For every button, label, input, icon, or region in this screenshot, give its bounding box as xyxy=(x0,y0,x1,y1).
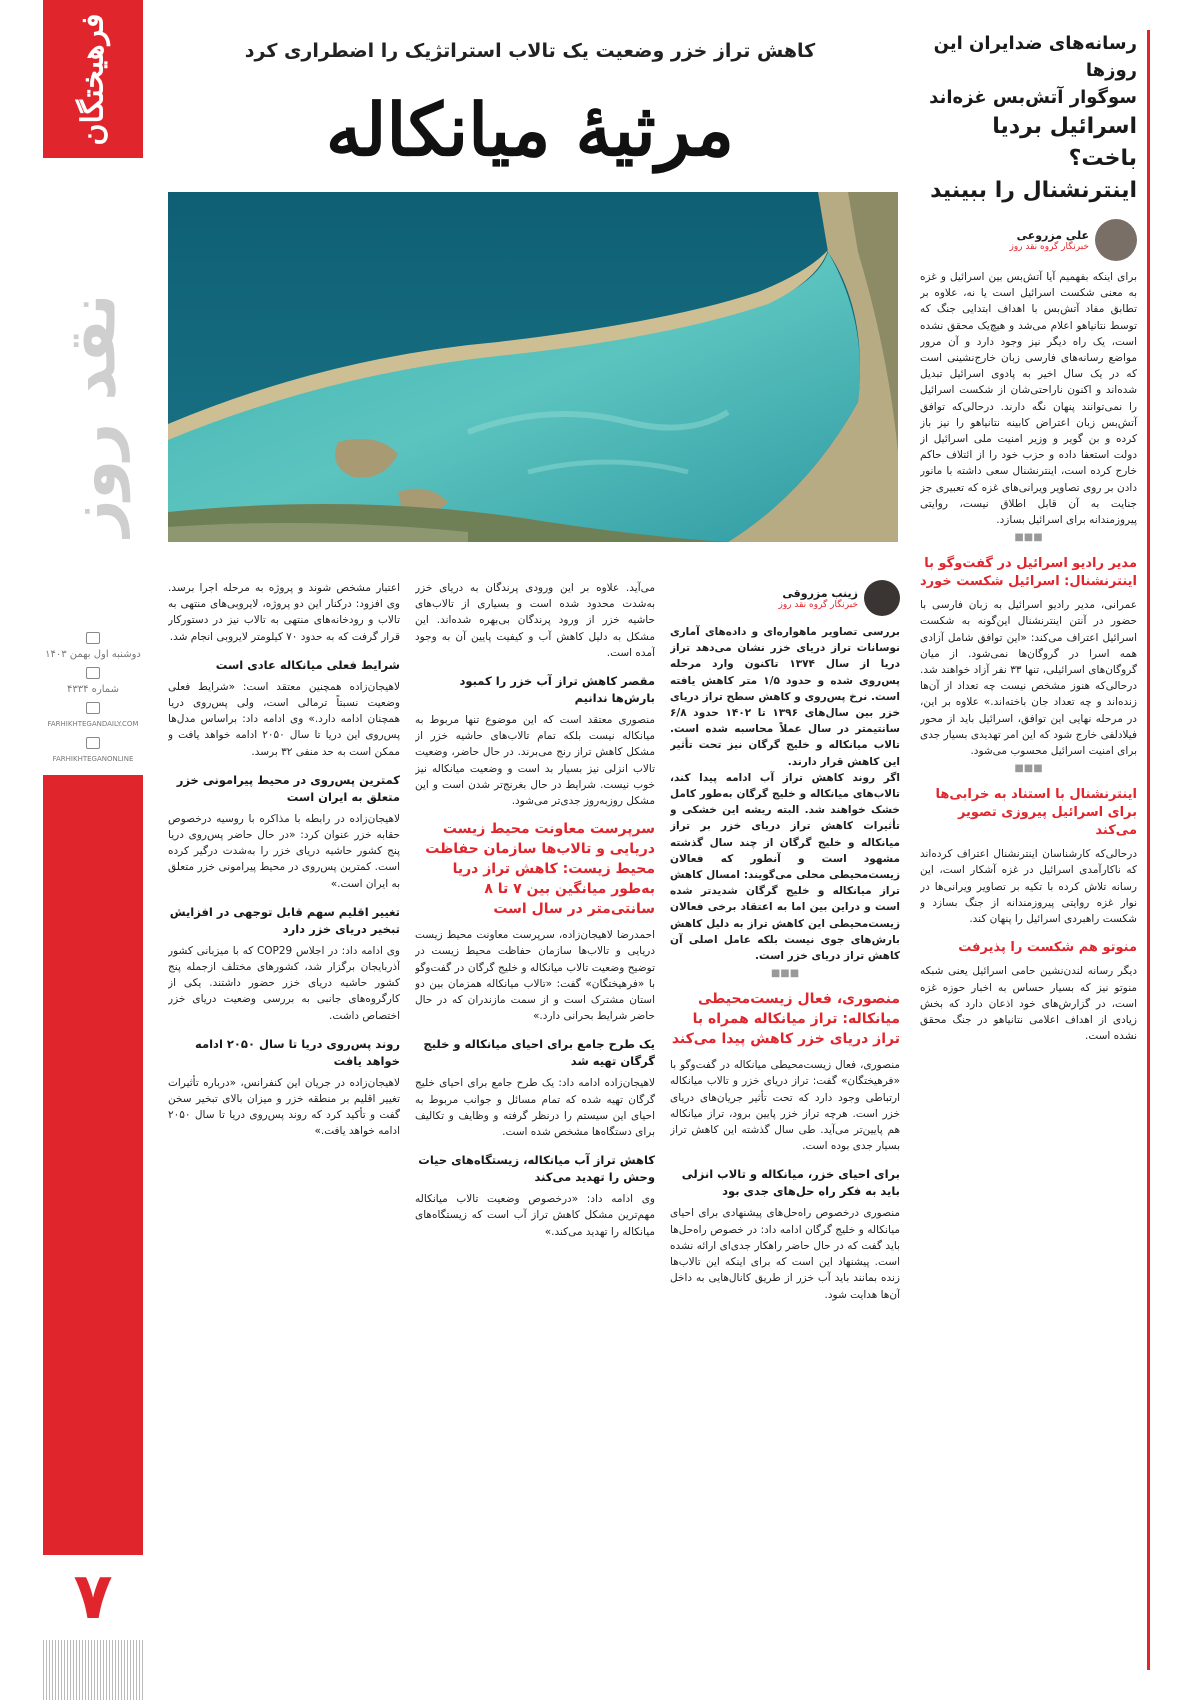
article-body-c1: لاهیجان‌زاده همچنین معتقد است: «شرایط فعلی وضعیت نسبتاً ترمالی است، ولی پس‌روی دریا همچنان ادامه دارد.» وی ادامه داد: براساس مدل‌ها پس‌روی این دریا تا سال ۲۰۵۰ ادامه خواهد یافت و ممکن است به حد منفی ۳۲ برسد. xyxy=(168,680,400,758)
article-body-a1: اگر روند کاهش تراز آب ادامه پیدا کند، تالاب‌های میانکاله و خلیج گرگان به‌طور کامل خشک خواهند شد. البته ریشه این خشکی و تأثیرات کاهش تراز دریای خزر بر تراز میانکاله و خلیج گرگان از چند سال گذشته مشهود است و آنطور که فعالان زیست‌محیطی محلی می‌گویند: امسال کاهش تراز میانکاله و خلیج گرگان شدیدتر شده است و دراین بین اما به اعتقاد برخی فعالان زیست‌محیطی این کاهش تراز به دلیل کاهش بارش‌های جوی نیست بلکه عامل اصلی آن کاهش تراز دریای خزر است. xyxy=(670,771,900,963)
decorative-pattern xyxy=(43,1640,143,1700)
main-article-col-3 xyxy=(168,580,400,1680)
globe-icon xyxy=(86,702,100,714)
avatar xyxy=(864,580,900,616)
separator: ■■■ xyxy=(770,968,800,980)
main-article-col-2 xyxy=(415,580,655,1680)
side-author-role: خبرنگار گروه نقد روز xyxy=(1009,241,1089,252)
avatar xyxy=(1095,219,1137,261)
article-body-a2: منصوری، فعال زیست‌محیطی میانکاله در گفت‌وگو با «فرهیختگان» گفت: تراز دریای خزر و تالاب میانکاله ارتباطی وجود دارد که تحت تأثیر جریان‌های دریای خزر است. هرچه تراز خزر پایین برود، تراز میانکاله هم پایین‌تر می‌آید. طی سال گذشته این کاهش تراز بسیار جدی بوده است. xyxy=(670,1059,900,1153)
decorative-red-block xyxy=(43,775,143,1555)
article-body-c3: وی ادامه داد: در اجلاس COP29 که با میزبانی کشور آذربایجان برگزار شد، کشورهای مختلف ازجمله پنج کشور حاشیه دریای خزر حضور داشتند. یکی از کارگروه‌های جانبی به بررسی وضعیت دریای خزر اختصاص داشت. xyxy=(168,944,400,1022)
logo-text: فرهیختگان xyxy=(75,13,111,145)
social-handle[interactable]: FARHIKHTEGANONLINE xyxy=(52,755,134,763)
calendar-icon xyxy=(86,632,100,644)
issue-icon xyxy=(86,667,100,679)
social-icon xyxy=(86,737,100,749)
article-red-subhead-b: سرپرست معاونت محیط زیست دریایی و تالاب‌ها سازمان حفاظت محیط زیست: کاهش تراز دریا به‌طور میانگین بین ۷ تا ۸ سانتی‌متر در سال است xyxy=(425,821,655,918)
article-subhead-c4: روند پس‌روی دریا تا سال ۲۰۵۰ ادامه خواهد یافت xyxy=(195,1036,400,1068)
side-subhead-1: مدیر رادیو اسرائیل در گفت‌وگو با اینترنشنال: اسرائیل شکست خورد xyxy=(920,556,1137,590)
side-headline-line2: سوگوار آتش‌بس غزه‌اند xyxy=(929,87,1137,108)
satellite-image-icon xyxy=(168,192,898,542)
main-author-role: خبرنگار گروه نقد روز xyxy=(778,599,858,610)
side-subhead-2: اینترنشنال با استناد به خرابی‌ها برای اسرائیل پیروزی تصویر می‌کند xyxy=(935,787,1137,839)
article-body-b4: لاهیجان‌زاده ادامه داد: یک طرح جامع برای احیای خلیج گرگان تهیه شده که تمام مسائل و جوانب مربوط به احیای این سیستم را درنظر گرفته و وظایف و تکالیف برای دستگاه‌ها مشخص شده است. xyxy=(415,1077,655,1139)
article-subhead-a2: برای احیای خزر، میانکاله و تالاب انزلی باید به فکر راه حل‌های جدی بود xyxy=(681,1167,900,1199)
separator: ■■■ xyxy=(1014,532,1043,544)
article-body-b2: منصوری معتقد است که این موضوع تنها مربوط به میانکاله نیست بلکه تمام تالاب‌های حاشیه خزر از مشکل کاهش تراز رنج می‌برند. در حال حاضر، وضعیت تالاب انزلی نیز بسیار بد است و وضعیت میانکاله نیز خوب نیست. شرایط در حال بغرنج‌تر شدن است و این مشکل روزبه‌روز جدی‌تر می‌شود. xyxy=(415,714,655,808)
website-link[interactable]: FARHIKHTEGANDAILY.COM xyxy=(47,720,139,728)
issue-date: دوشنبه اول بهمن ۱۴۰۳ xyxy=(45,649,141,660)
satellite-photo xyxy=(168,192,898,542)
side-body-4: دیگر رسانه لندن‌نشین حامی اسرائیل یعنی شبکه منوتو نیز که بسیار حساس به اخبار حوزه غزه است، در گزارش‌های خود اذعان دارد که بخش زیادی از اهداف اعلامی نتانیاهو در جنگ محقق نشده است. xyxy=(920,965,1137,1043)
section-title xyxy=(43,240,143,590)
article-body-b5: وی ادامه داد: «درخصوص وضعیت تالاب میانکاله مهم‌ترین مشکل کاهش تراز آب است که زیستگاه‌های میانکاله را تهدید می‌کند.» xyxy=(415,1193,655,1238)
main-article-col-1 xyxy=(670,580,900,1680)
article-body-c2: لاهیجان‌زاده در رابطه با مذاکره با روسیه درخصوص حقابه خزر عنوان کرد: «در حال حاضر پس‌روی دریا پنج کشور حاشیه دریای خزر را به‌شدت درگیر کرده است. کمترین پس‌روی در محیط پیرامونی خزر متعلق به ایران است.» xyxy=(168,812,400,890)
newspaper-logo[interactable] xyxy=(43,0,143,158)
main-author-name: زینب مزروقی xyxy=(782,586,858,600)
side-headline-line1: رسانه‌های ضدایران این روزها xyxy=(933,33,1137,81)
side-author-name: علی مزروعی xyxy=(1016,228,1089,242)
side-subhead-3: منوتو هم شکست را پذیرفت xyxy=(958,940,1137,956)
article-body-b3: احمدرضا لاهیجان‌زاده، سرپرست معاونت محیط زیست دریایی و تالاب‌ها سازمان حفاظت محیط زیست در توضیح وضعیت تالاب میانکاله و خلیج گرگان در گفت‌وگو با «فرهیختگان» گفت: «تالاب میانکاله همزمان بین دو استان مشترک است و از سمت مازندران که در حال حاضر شرایط بحرانی دارد.» xyxy=(415,929,655,1023)
issue-number: شماره ۴۳۳۴ xyxy=(67,684,119,695)
article-subhead-c1: شرایط فعلی میانکاله عادی است xyxy=(215,657,400,672)
side-body-3: درحالی‌که کارشناسان اینترنشنال اعتراف کرده‌اند که ناکارآمدی اسرائیل در غزه آشکار است، این رسانه تلاش کرده با تکیه بر تصاویر ویرانی‌ها در نوار غزه روایتی پیروزمندانه از جنگ بسازد و شکست راهبردی اسرائیل را پنهان کند. xyxy=(920,848,1137,926)
main-author xyxy=(670,580,900,616)
article-body-a3: منصوری درخصوص راه‌حل‌های پیشنهادی برای احیای میانکاله و خلیج گرگان ادامه داد: در خصوص راه‌حل‌ها باید گفت که در حال حاضر راهکار جدی‌ای ارائه نشده است. پیشنهاد این است که برای اینکه این تالاب‌ها زنده بمانند باید آب خزر از طریق کانال‌هایی به داخل آن‌ها هدایت شود. xyxy=(670,1207,900,1301)
article-subhead-c3: تغییر اقلیم سهم قابل توجهی در افزایش تبخیر دریای خزر دارد xyxy=(169,904,400,936)
issue-meta xyxy=(43,628,143,768)
side-story xyxy=(920,30,1150,1670)
article-body-c0: اعتبار مشخص شوند و پروژه به مرحله اجرا برسد. وی افزود: درکنار این دو پروژه، لایروبی‌های منتهی به تالاب و رودخانه‌های منتهی به تالاب نیز در دستورکار قرار گرفت که به حدود ۷۰ کیلومتر لایروبی انجام شد. xyxy=(168,582,400,643)
brand-strip xyxy=(43,0,143,1700)
section-title-text: نقد روز xyxy=(56,293,130,537)
article-subhead-b1: مقصر کاهش تراز آب خزر را کمبود بارش‌ها ندانیم xyxy=(459,674,655,706)
side-body-2: عمرانی، مدیر رادیو اسرائیل به زبان فارسی با حضور در آنتن اینترنشنال این‌گونه به شکست اسرائیل اعتراف می‌کند: «این توافق شامل آزادی همه اسرا در گروگان‌ها نمی‌شود. از میان گروگان‌های اسرائیلی، تنها ۳۳ نفر آزاد خواهند شد. درحالی‌که هنوز مشخص نیست چه تعداد از آن‌ها زنده‌اند و چه تعداد جان باخته‌اند.» علاوه بر این، در مرحله نهایی این توافق، اسرائیل باید از محور فیلادلفی خارج شود که این امر تهدیدی بسیار جدی برای امنیت اسرائیل محسوب می‌شود. xyxy=(920,599,1137,758)
side-body-1: برای اینکه بفهمیم آیا آتش‌بس بین اسرائیل و غزه به معنی شکست اسرائیل است یا نه، علاوه بر تطابق مفاد آتش‌بس با اهداف ابتدایی جنگ که توسط نتانیاهو اعلام می‌شد و هیچ‌یک محقق نشده است، یک راه دیگر نیز وجود دارد و آن مرور مواضع رسانه‌های فارسی زبان خارج‌نشینی است که در یک سال اخیر به پادوی اسرائیل تبدیل شده‌اند و اکنون ناراحتی‌شان از شکست اسرائیل را نمی‌توانند پنهان نگه دارند. درحالی‌که توافق آتش‌بس زبان اعتراض کابینه نتانیاهو را نیز باز کرده و بن گویر و وزیر امنیت ملی اسرائیل از دولت استعفا داده و حزب خود را از ائتلاف حاکم خارج کرده است، اینترنشنال سعی داشته با مانور دادن بر روی تصاویر ویرانی‌های غزه که تعبیری جز جنایت به آن قابل اطلاق نیست، روایتی پیروزمندانه برای اسرائیل بسازد. xyxy=(920,271,1137,527)
page-number: ۷ xyxy=(73,1560,113,1634)
separator: ■■■ xyxy=(1014,763,1043,775)
side-author xyxy=(920,219,1137,261)
article-red-subhead-a: منصوری، فعال زیست‌محیطی میانکاله: تراز میانکاله همراه با تراز دریای خزر کاهش پیدا می‌کند xyxy=(671,991,900,1048)
article-subhead-b2: یک طرح جامع برای احیای میانکاله و خلیج گرگان تهیه شد xyxy=(423,1037,655,1069)
kicker: کاهش تراز خزر وضعیت یک تالاب استراتژیک را اضطراری کرد xyxy=(244,40,816,62)
article-subhead-b3: کاهش تراز آب میانکاله، زیستگاه‌های حیات وحش را تهدید می‌کند xyxy=(418,1153,655,1185)
article-lead: بررسی تصاویر ماهواره‌ای و داده‌های آماری نوسانات تراز دریای خزر نشان می‌دهد تراز دریا از سال ۱۳۷۴ تاکنون وارد مرحله پس‌روی شده و حدود ۱/۵ متر کاهش یافته است. نرخ پس‌روی و کاهش سطح تراز دریای خزر بین سال‌های ۱۳۹۶ تا ۱۴۰۲ حدود ۶/۸ سانتیمتر در سال عملاً محاسبه شده است. تالاب میانکاله و خلیج گرگان نیز تحت تأثیر این کاهش قرار دارند. xyxy=(670,626,900,768)
page-title: مرثیهٔ میانکاله xyxy=(325,87,735,172)
article-body-c4: لاهیجان‌زاده در جریان این کنفرانس، «درباره تأثیرات تغییر اقلیم بر منطقه خزر و میزان بالای تبخیر سخن گفت و تأکید کرد که روند پس‌روی دریا تا سال ۲۰۵۰ ادامه خواهد یافت.» xyxy=(168,1076,400,1138)
article-subhead-c2: کمترین پس‌روی در محیط پیرامونی خزر متعلق به ایران است xyxy=(176,772,400,804)
side-headline-line3: اسرائیل بردیا باخت؟ xyxy=(992,114,1137,171)
article-body-b1: می‌آید. علاوه بر این ورودی پرندگان به دریای خزر به‌شدت محدود شده است و بسیاری از تالاب‌های حاشیه خزر از ورود پرندگان بی‌بهره شده‌اند. این مشکل به دلیل کاهش آب و کیفیت پایین آن به وجود آمده است. xyxy=(415,582,655,659)
side-headline-line4: اینترنشنال را ببینید xyxy=(930,178,1137,203)
